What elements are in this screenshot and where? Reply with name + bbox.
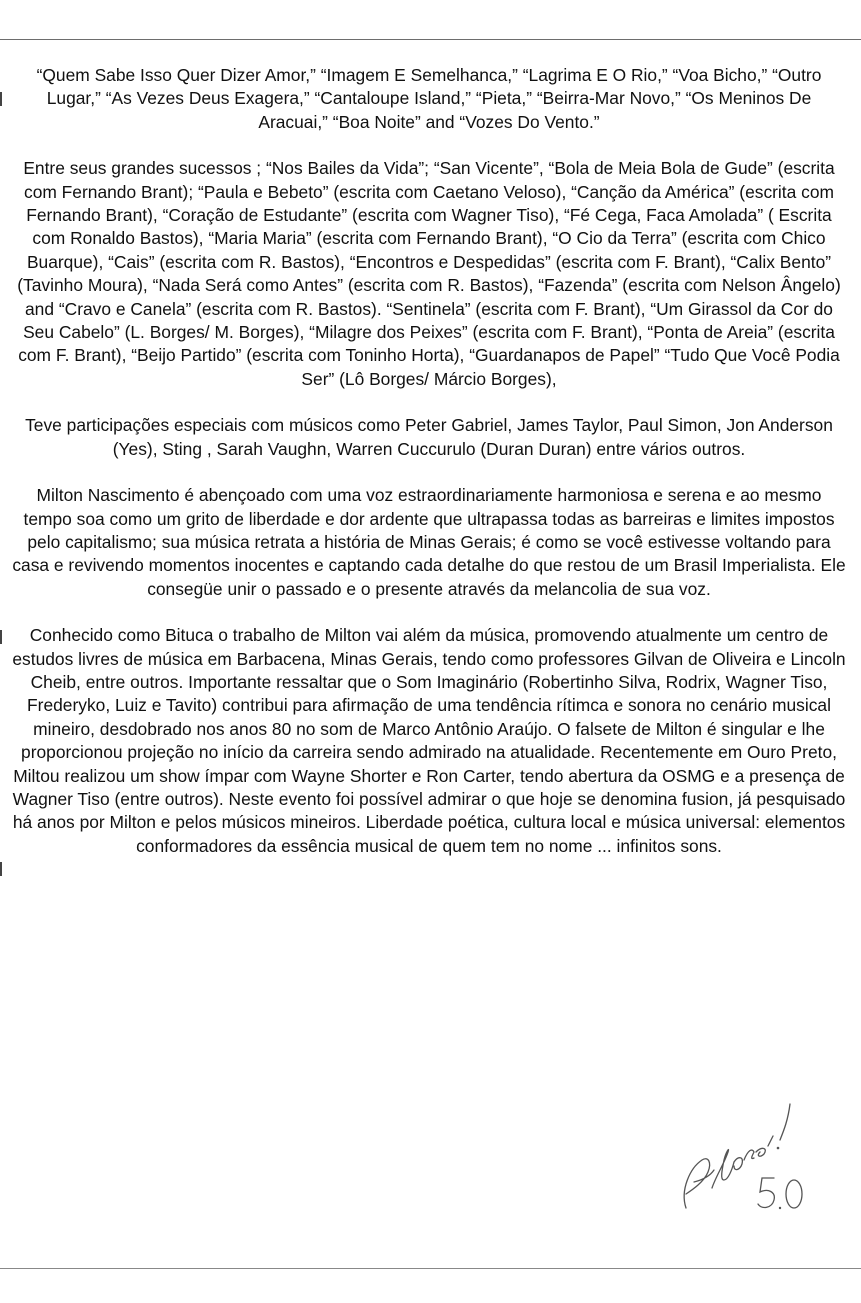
scan-top-border — [0, 39, 861, 40]
scan-edge-mark — [0, 92, 2, 106]
scan-bottom-border — [0, 1268, 861, 1269]
paragraph-greatest-hits: Entre seus grandes sucessos ; “Nos Bailes da Vida”; “San Vicente”, “Bola de Meia Bola de Gude” (escrita com Fernando Brant); “Paula e Bebeto” (escrita com Caetano Veloso), “Canção da América” (escrita com Fernando Brant), “Coração de Estudante” (escrita com Wagner Tiso), “Fé Cega, Faca Amolada” ( Escrita com Ronaldo Bastos), “Maria Maria” (escrita com Fernando Brant), “O Cio da Terra” (escrita com Chico Buarque), “Cais” (escrita com R. Bastos), “Encontros e Despedidas” (escrita com F. Brant), “Calix Bento” (Tavinho Moura), “Nada Será como Antes” (escrita com R. Bastos), “Fazenda” (escrita com Nelson Ângelo) and “Cravo e Canela” (escrita com R. Bastos). “Sentinela” (escrita com F. Brant), “Um Girassol da Cor do Seu Cabelo” (L. Borges/ M. Borges), “Milagre dos Peixes” (escrita com F. Brant), “Ponta de Areia” (escrita com F. Brant), “Beijo Partido” (escrita com Toninho Horta), “Guardanapos de Papel” “Tudo Que Você Podia Ser” (Lô Borges/ Márcio Borges), — [17, 158, 841, 389]
scan-edge-mark — [0, 862, 2, 876]
document-body — [12, 64, 846, 881]
scan-edge-mark — [0, 630, 2, 644]
paragraph-bituca: Conhecido como Bituca o trabalho de Milton vai além da música, promovendo atualmente um centro de estudos livres de música em Barbacena, Minas Gerais, tendo como professores Gilvan de Oliveira e Lincoln Cheib, entre outros. Importante ressaltar que o Som Imaginário (Robertinho Silva, Rodrix, Wagner Tiso, Frederyko, Luiz e Tavito) contribui para afirmação de uma tendência rítimca e sonora no cenário musical mineiro, desdobrado nos anos 80 no som de Marco Antônio Araújo. O falsete de Milton é singular e lhe proporcionou projeção no início da carreira sendo admirado na atualidade. Recentemente em Ouro Preto, Miltou realizou um show ímpar com Wayne Shorter e Ron Carter, tendo abertura da OSMG e a presença de Wagner Tiso (entre outros). Neste evento foi possível admirar o que hoje se denomina fusion, já pesquisado há anos por Milton e pelos músicos mineiros. Liberdade poética, cultura local e música universal: elementos conformadores da essência musical de quem tem no nome ... infinitos sons. — [12, 625, 846, 856]
paragraph-song-list: “Quem Sabe Isso Quer Dizer Amor,” “Imagem E Semelhanca,” “Lagrima E O Rio,” “Voa Bicho,” “Outro Lugar,” “As Vezes Deus Exagera,” “Cantaloupe Island,” “Pieta,” “Beirra-Mar Novo,” “Os Meninos De Aracuai,” “Boa Noite” and “Vozes Do Vento.” — [36, 65, 822, 132]
paragraph-collaborations: Teve participações especiais com músicos como Peter Gabriel, James Taylor, Paul Simon, Jon Anderson (Yes), Sting , Sarah Vaughn, Warren Cuccurulo (Duran Duran) entre vários outros. — [25, 415, 833, 459]
handwritten-grade-annotation — [672, 1090, 822, 1225]
paragraph-voice: Milton Nascimento é abençoado com uma voz estraordinariamente harmoniosa e serena e ao mesmo tempo soa como um grito de liberdade e dor ardente que ultrapassa todas as barreiras e limites impostos pelo capitalismo; sua música retrata a história de Minas Gerais; é como se você estivesse voltando para casa e revivendo momentos inocentes e captando cada detalhe do que restou de um Brasil Imperialista. Ele consegüe unir o passado e o presente através da melancolia de sua voz. — [12, 485, 846, 599]
